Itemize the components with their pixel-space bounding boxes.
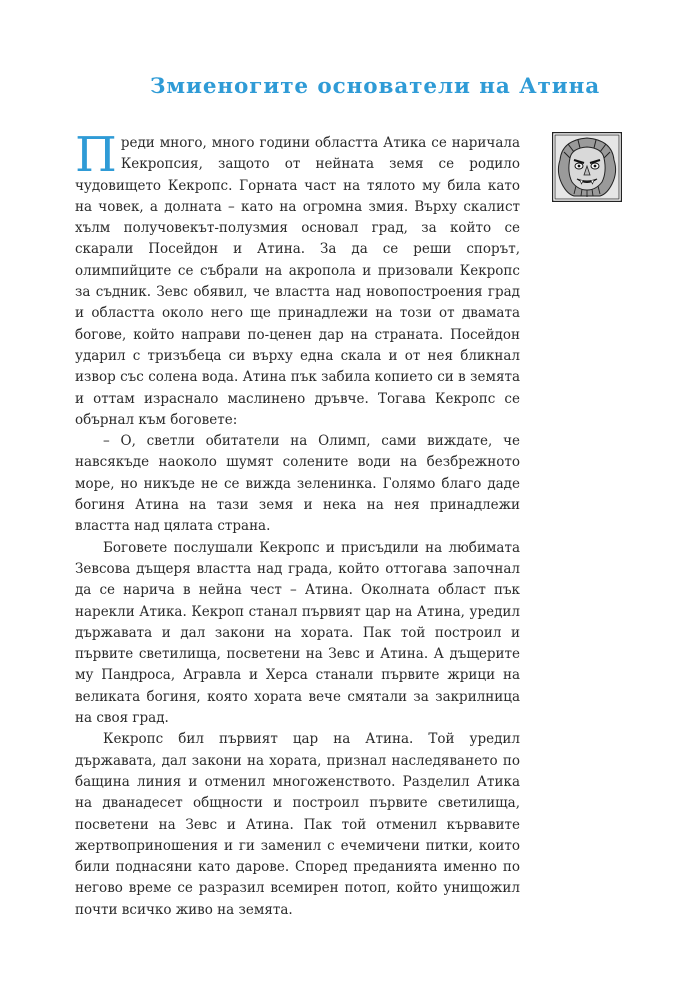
- article-body: [75, 127, 520, 921]
- chapter-title: Змиеногите основатели на Атина: [150, 74, 601, 99]
- paragraph-text: реди много, много години областта Атика се наричала Кекропсия, защото от нейната земя се родило чудовището Кекропс. Горната част на тялото му била като на човек, а долната – като на огромна змия. Върху скалист хълм получовекът-полузмия основал град, за който се скарали Посейдон и Атина. За да се реши спорът, олимпийците се събрали на акропола и призовали Кекропс за съдник. Зевс обявил, че властта над новопостроения град и областта около него ще принадлежи на този от двамата богове, който направи по-ценен дар на страната. Посейдон ударил с тризъбеца си върху една скала и от нея бликнал извор със солена вода. Атина пък забила копието си в земята и оттам израснало маслинено дръвче. Тогава Кекропс се обърнал към боговете:: [75, 135, 520, 428]
- paragraph: – О, светли обитатели на Олимп, сами виждате, че навсякъде наоколо шумят солените води на безбрежното море, но никъде не се вижда зеленинка. Голямо благо даде богиня Атина на тази земя и нека на нея принадлежи властта над цялата страна.: [75, 433, 520, 535]
- drop-cap: П: [75, 127, 117, 183]
- paragraph: Боговете послушали Кекропс и присъдили на любимата Зевсова дъщеря властта над града, който оттогава започнал да се нарича в нейна чест – Атина. Околната област пък нарекли Атика. Кекроп станал първият цар на Атина, уредил държавата и дал закони на хората. Пак той построил и първите светилища, посветени на Зевс и Атина. А дъщерите му Пандроса, Агравла и Херса станали първите жрици на великата богиня, която хората вече смятали за закрилница на своя град.: [75, 539, 520, 727]
- monster-face-icon: [552, 132, 622, 202]
- paragraph: [75, 127, 520, 431]
- paragraph: Кекропс бил първият цар на Атина. Той уредил държавата, дал закони на хората, признал наследяването по бащина линия и отменил многоженството. Разделил Атика на дванадесет общности и построил първите светилища, посветени на Зевс и Атина. Пак той отменил кървавите жертвоприношения и ги заменил с ечемичени питки, които били поднасяни като дарове. Според преданията именно по негово време се разразил всемирен потоп, който унищожил почти всичко живо на земята.: [75, 731, 520, 918]
